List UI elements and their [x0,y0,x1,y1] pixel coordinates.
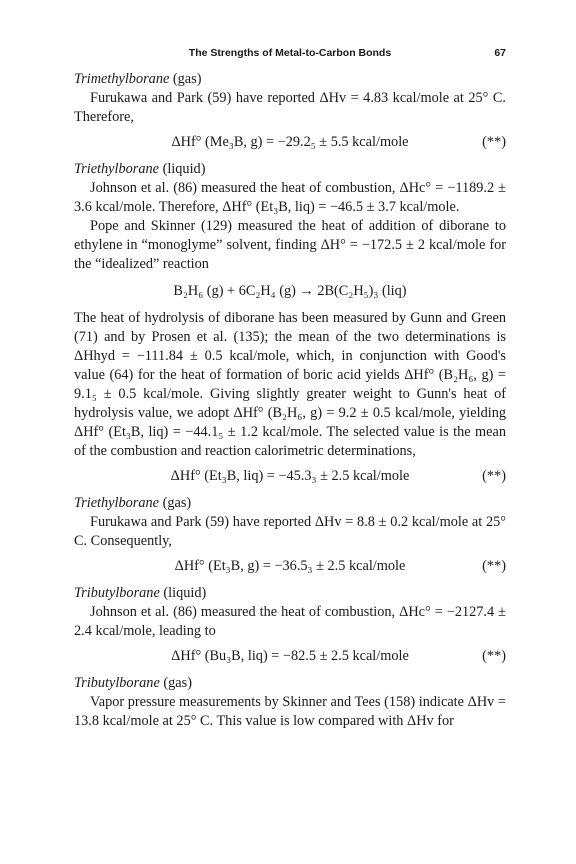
compound-state: (gas) [172,71,202,87]
section-heading [74,584,506,603]
equation: ΔHf° (Et₃B, liq) = −45.3₃ ± 2.5 kcal/mole [170,468,410,484]
equation: ΔHf° (Bu₃B, liq) = −82.5 ± 2.5 kcal/mole [171,648,409,664]
paragraph: Pope and Skinner (129) measured the heat of addition of diborane to ethylene in “monoglyme” solvent, finding ΔH° = −172.5 ± 2 kcal/mole for the “idealized” reaction [74,218,506,272]
equation-line [74,557,506,576]
section-heading [74,674,506,693]
paragraph: The heat of hydrolysis of diborane has been measured by Gunn and Green (71) and by Prosen et al. (135); the mean of the two determinations is ΔHhyd = −111.84 ± 0.5 kcal/mole, which, in conjunction with Good's value (64) for the heat of formation of boric acid yields ΔHf° (B₂H₆, g) = 9.1₅ ± 0.5 kcal/mole. Giving slightly greater weight to Gunn's heat of hydrolysis value, we adopt ΔHf° (B₂H₆, g) = 9.2 ± 0.5 kcal/mole, yielding ΔHf° (Et₃B, liq) = −44.1₅ ± 1.2 kcal/mole. The selected value is the mean of the combustion and reaction calorimetric determinations, [74,310,506,459]
compound-name: Tributylborane [74,585,160,601]
paragraph: Johnson et al. (86) measured the heat of combustion, ΔHc° = −2127.4 ± 2.4 kcal/mole, leading to [74,604,506,639]
running-title: The Strengths of Metal-to-Carbon Bonds [188,47,392,59]
compound-name: Triethylborane [74,161,159,177]
compound-state: (liquid) [162,161,206,177]
paragraph: Furukawa and Park (59) have reported ΔHv = 8.8 ± 0.2 kcal/mole at 25° C. Consequently, [74,514,506,549]
compound-state: (liquid) [163,585,207,601]
section-heading [74,160,506,179]
section-heading [74,70,506,89]
compound-name: Tributylborane [74,675,160,691]
paragraph: Vapor pressure measurements by Skinner and Tees (158) indicate ΔHv = 13.8 kcal/mole at 25° C. This value is low compared with ΔHv for [74,694,506,729]
reaction-line [74,282,506,301]
compound-name: Triethylborane [74,495,159,511]
equation-line [74,133,506,152]
selected-value-marker: (**) [482,134,506,150]
equation: ΔHf° (Et₃B, g) = −36.5₃ ± 2.5 kcal/mole [174,558,406,574]
paragraph: Johnson et al. (86) measured the heat of combustion, ΔHc° = −1189.2 ± 3.6 kcal/mole. Therefore, ΔHf° (Et₃B, liq) = −46.5 ± 3.7 kcal/mole. [74,180,506,215]
reaction-equation: B₂H₆ (g) + 6C₂H₄ (g) → 2B(C₂H₅)₃ (liq) [173,283,407,299]
compound-state: (gas) [162,495,192,511]
section-heading [74,494,506,513]
equation: ΔHf° (Me₃B, g) = −29.2₅ ± 5.5 kcal/mole [171,134,409,150]
equation-line [74,647,506,666]
compound-name: Trimethylborane [74,71,170,87]
running-header [74,44,506,62]
compound-state: (gas) [163,675,192,691]
selected-value-marker: (**) [482,648,506,664]
selected-value-marker: (**) [482,468,506,484]
page-number: 67 [494,47,506,59]
equation-line [74,467,506,486]
page-body [74,70,506,731]
selected-value-marker: (**) [482,558,506,574]
paragraph: Furukawa and Park (59) have reported ΔHv = 4.83 kcal/mole at 25° C. Therefore, [74,90,506,125]
